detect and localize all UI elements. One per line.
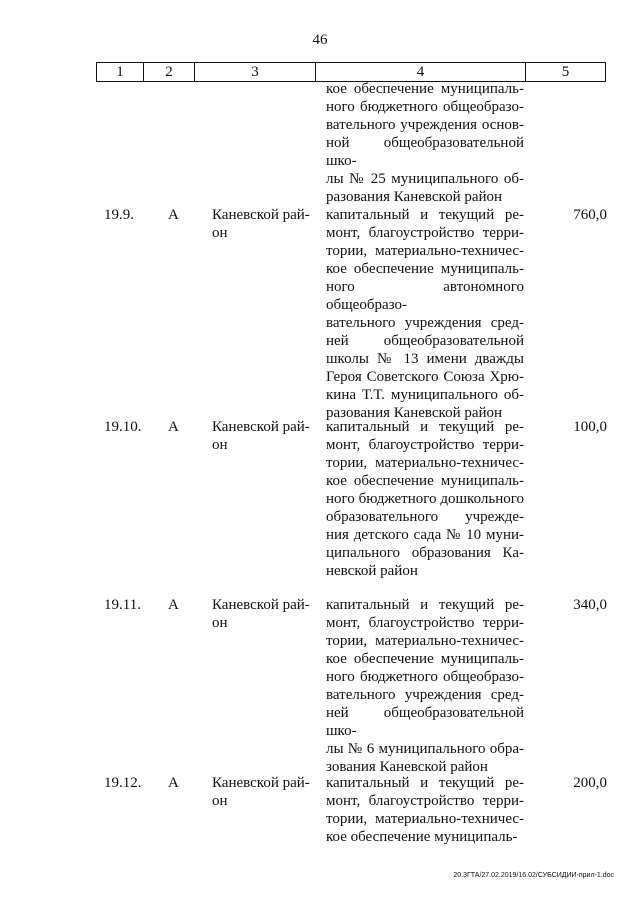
- page-number: 46: [312, 32, 328, 48]
- description-line: вательного учреждения сред-: [326, 687, 524, 703]
- description-line: монт, благоустройство терри-: [326, 615, 524, 631]
- district-line: Каневской рай-: [212, 775, 310, 791]
- row-category: А: [168, 419, 179, 435]
- row-number: 19.12.: [104, 775, 142, 791]
- column-header-2: 2: [144, 63, 195, 82]
- description-line: ного бюджетного дошкольного: [326, 491, 524, 507]
- row-description: [326, 206, 524, 422]
- description-line: монт, благоустройство терри-: [326, 793, 524, 809]
- description-line: капитальный и текущий ре-: [326, 597, 524, 613]
- column-header-5: 5: [526, 63, 606, 82]
- description-line: кое обеспечение муниципаль-: [326, 261, 524, 277]
- district-line: Каневской рай-: [212, 207, 310, 223]
- description-line: ней общеобразовательной: [326, 333, 524, 349]
- row-number: 19.10.: [104, 419, 142, 435]
- description-line: разования Каневской район: [326, 405, 503, 421]
- row-amount: 200,0: [573, 775, 607, 791]
- column-header-3: 3: [195, 63, 316, 82]
- description-line: вательного учреждения сред-: [326, 315, 524, 331]
- description-line: ней общеобразовательной шко-: [326, 705, 524, 739]
- column-header-1: 1: [97, 63, 144, 82]
- column-header-4: 4: [316, 63, 526, 82]
- continuation-line: разования Каневской район: [326, 189, 503, 205]
- description-line: капитальный и текущий ре-: [326, 207, 524, 223]
- continuation-line: лы № 25 муниципального об-: [326, 171, 524, 187]
- description-line: невской район: [326, 563, 418, 579]
- description-line: монт, благоустройство терри-: [326, 437, 524, 453]
- row-category: А: [168, 207, 179, 223]
- district-line: он: [212, 437, 228, 453]
- district-line: он: [212, 793, 228, 809]
- description-line: тории, материально-техничес-: [326, 811, 524, 827]
- continuation-line: ной общеобразовательной шко-: [326, 135, 524, 169]
- row-amount: 100,0: [573, 419, 607, 435]
- row-number: 19.11.: [104, 597, 141, 613]
- district-line: он: [212, 225, 228, 241]
- description-line: кое обеспечение муниципаль-: [326, 473, 524, 489]
- description-line: кина Т.Т. муниципального об-: [326, 387, 524, 403]
- description-line: тории, материально-техничес-: [326, 455, 524, 471]
- description-line: кое обеспечение муниципаль-: [326, 829, 518, 845]
- district-line: он: [212, 615, 228, 631]
- row-district: [212, 774, 320, 810]
- row-description: [326, 596, 524, 776]
- continuation-line: вательного учреждения основ-: [326, 117, 524, 133]
- row-district: [212, 596, 320, 632]
- description-line: капитальный и текущий ре-: [326, 419, 524, 435]
- description-line: лы № 6 муниципального обра-: [326, 741, 524, 757]
- description-line: тории, материально-техничес-: [326, 633, 524, 649]
- row-amount: 760,0: [573, 207, 607, 223]
- continuation-line: ного бюджетного общеобразо-: [326, 99, 524, 115]
- continuation-text: [326, 80, 524, 206]
- description-line: ния детского сада № 10 муни-: [326, 527, 524, 543]
- row-category: А: [168, 775, 179, 791]
- row-amount: 340,0: [573, 597, 607, 613]
- description-line: тории, материально-техничес-: [326, 243, 524, 259]
- row-category: А: [168, 597, 179, 613]
- row-description: [326, 774, 524, 846]
- row-district: [212, 418, 320, 454]
- description-line: ципального образования Ка-: [326, 545, 524, 561]
- description-line: зования Каневской район: [326, 759, 488, 775]
- description-line: школы № 13 имени дважды: [326, 351, 524, 367]
- description-line: монт, благоустройство терри-: [326, 225, 524, 241]
- district-line: Каневской рай-: [212, 597, 310, 613]
- column-header-table: [96, 62, 606, 82]
- description-line: Героя Советского Союза Хрю-: [326, 369, 524, 385]
- description-line: ного бюджетного общеобразо-: [326, 669, 524, 685]
- row-description: [326, 418, 524, 580]
- description-line: ного автономного общеобразо-: [326, 279, 524, 313]
- file-path-footer: 20.3ГТА/27.02.2019/16.02/СУБСИДИИ-прил-1.doc: [453, 872, 614, 879]
- description-line: образовательного учрежде-: [326, 509, 524, 525]
- description-line: кое обеспечение муниципаль-: [326, 651, 524, 667]
- description-line: капитальный и текущий ре-: [326, 775, 524, 791]
- district-line: Каневской рай-: [212, 419, 310, 435]
- continuation-line: кое обеспечение муниципаль-: [326, 81, 524, 97]
- row-number: 19.9.: [104, 207, 134, 223]
- row-district: [212, 206, 320, 242]
